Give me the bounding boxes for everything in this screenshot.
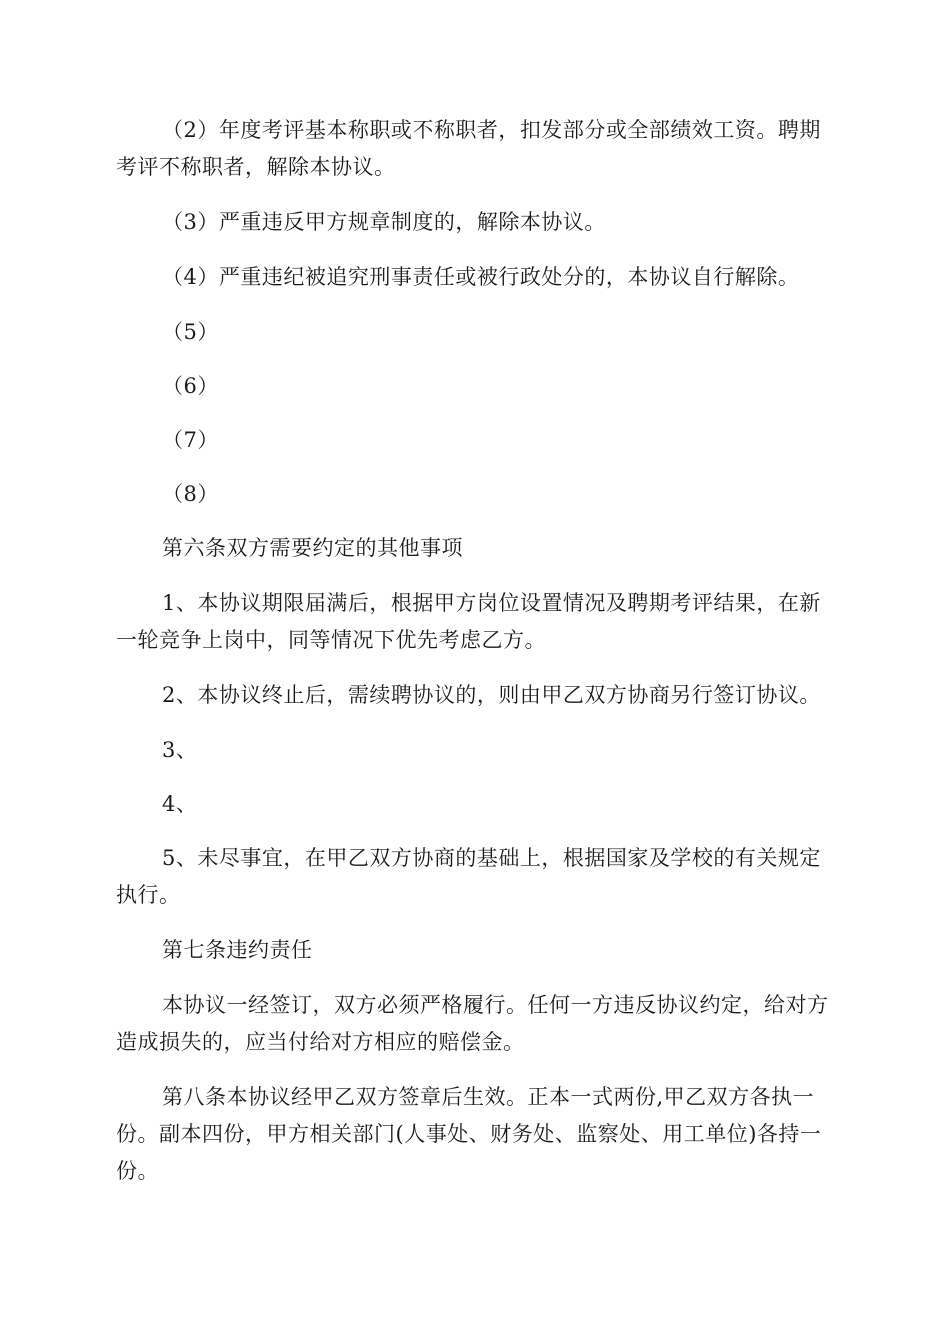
clause-item-5: （5） bbox=[162, 320, 219, 344]
clause-item-2: （2）年度考评基本称职或不称职者，扣发部分或全部绩效工资。聘期考评不称职者，解除本协议。 bbox=[116, 118, 821, 179]
article-6-item-3: 3、 bbox=[162, 738, 198, 762]
article-8-text: 第八条本协议经甲乙双方签章后生效。正本一式两份,甲乙双方各执一份。副本四份，甲方相关部门(人事处、财务处、监察处、用工单位)各持一份。 bbox=[116, 1085, 822, 1183]
article-6-item-5: 5、未尽事宜，在甲乙双方协商的基础上，根据国家及学校的有关规定执行。 bbox=[116, 846, 821, 907]
article-6-heading: 第六条双方需要约定的其他事项 bbox=[162, 536, 463, 560]
article-6-item-1: 1、本协议期限届满后，根据甲方岗位设置情况及聘期考评结果，在新一轮竞争上岗中，同等情况下优先考虑乙方。 bbox=[116, 591, 821, 652]
article-7-text: 本协议一经签订，双方必须严格履行。任何一方违反协议约定，给对方造成损失的，应当付给对方相应的赔偿金。 bbox=[116, 993, 829, 1054]
clause-item-8: （8） bbox=[162, 482, 219, 506]
clause-item-4: （4）严重违纪被追究刑事责任或被行政处分的，本协议自行解除。 bbox=[162, 265, 800, 289]
clause-item-6: （6） bbox=[162, 374, 219, 398]
article-6-item-2: 2、本协议终止后，需续聘协议的，则由甲乙双方协商另行签订协议。 bbox=[162, 683, 821, 707]
document-body bbox=[116, 112, 838, 1208]
article-7-heading: 第七条违约责任 bbox=[162, 938, 313, 962]
clause-item-7: （7） bbox=[162, 428, 219, 452]
article-6-item-4: 4、 bbox=[162, 792, 198, 816]
clause-item-3: （3）严重违反甲方规章制度的，解除本协议。 bbox=[162, 210, 606, 234]
